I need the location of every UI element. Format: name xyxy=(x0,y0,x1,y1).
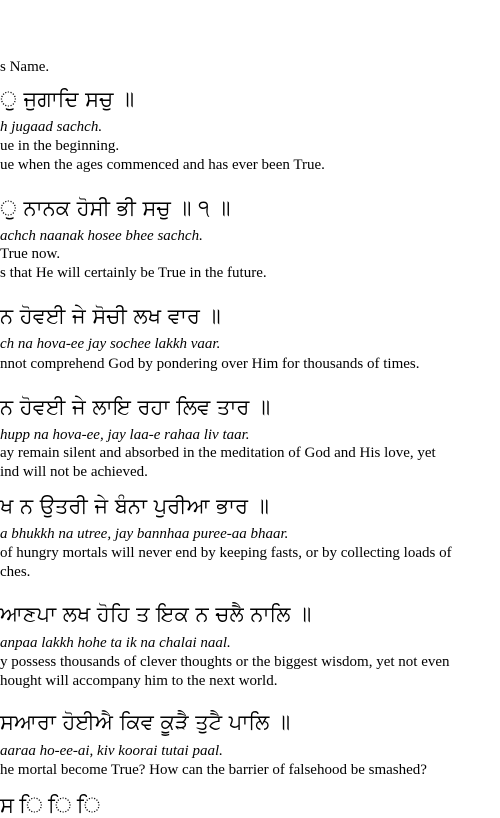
meaning-line: ue in the beginning. xyxy=(0,138,120,154)
transliteration: a bhukkh na utree, jay bannhaa puree-aa bhaar. xyxy=(0,526,289,542)
transliteration: anpaa lakkh hohe ta ik na chalai naal. xyxy=(0,635,231,651)
meaning-line: he mortal become True? How can the barrier of falsehood be smashed? xyxy=(0,762,427,778)
gurmukhi-verse: ੁ ਜੁਗਾਦਿ ਸਚੁ ॥ xyxy=(0,87,135,111)
gurmukhi-verse-partial: ਸ ਿ ਿ ਿ xyxy=(0,793,101,817)
gurmukhi-verse: ਨ ਹੋਵਈ ਜੇ ਲਾਇ ਰਹਾ ਲਿਵ ਤਾਰ ॥ xyxy=(0,395,271,419)
gurmukhi-verse: ਸਆਰਾ ਹੋਈਐ ਕਿਵ ਕੂੜੈ ਤੁਟੈ ਪਾਲਿ ॥ xyxy=(0,710,291,734)
meaning-line: ay remain silent and absorbed in the meditation of God and His love, yet xyxy=(0,445,436,461)
meaning-line: ches. xyxy=(0,564,31,580)
gurmukhi-verse: ੁ ਨਾਨਕ ਹੋਸੀ ਭੀ ਸਚੁ ॥ ੧ ॥ xyxy=(0,196,231,220)
meaning-line: hought will accompany him to the next world. xyxy=(0,673,278,689)
intro-line: s Name. xyxy=(0,59,50,75)
meaning-line: nnot comprehend God by pondering over Him for thousands of times. xyxy=(0,356,420,372)
meaning-line: s that He will certainly be True in the future. xyxy=(0,265,267,281)
transliteration: ch na hova-ee jay sochee lakkh vaar. xyxy=(0,336,221,352)
gurmukhi-verse: ਨ ਹੋਵਈ ਜੇ ਸੋਚੀ ਲਖ ਵਾਰ ॥ xyxy=(0,304,221,328)
meaning-line: ue when the ages commenced and has ever been True. xyxy=(0,157,325,173)
meaning-line: ind will not be achieved. xyxy=(0,464,148,480)
meaning-line: y possess thousands of clever thoughts or the biggest wisdom, yet not even xyxy=(0,654,450,670)
gurmukhi-verse: ਖ ਨ ਉਤਰੀ ਜੇ ਬੰਨਾ ਪੁਰੀਆ ਭਾਰ ॥ xyxy=(0,494,269,518)
meaning-line: True now. xyxy=(0,246,61,262)
transliteration: h jugaad sachch. xyxy=(0,119,103,135)
transliteration: aaraa ho-ee-ai, kiv koorai tutai paal. xyxy=(0,743,223,759)
transliteration: achch naanak hosee bhee sachch. xyxy=(0,228,203,244)
gurmukhi-verse: ਆਣਪਾ ਲਖ ਹੋਹਿ ਤ ਇਕ ਨ ਚਲੈ ਨਾਲਿ ॥ xyxy=(0,602,312,626)
transliteration: hupp na hova-ee, jay laa-e rahaa liv taar. xyxy=(0,427,250,443)
meaning-line: of hungry mortals will never end by keeping fasts, or by collecting loads of xyxy=(0,545,452,561)
